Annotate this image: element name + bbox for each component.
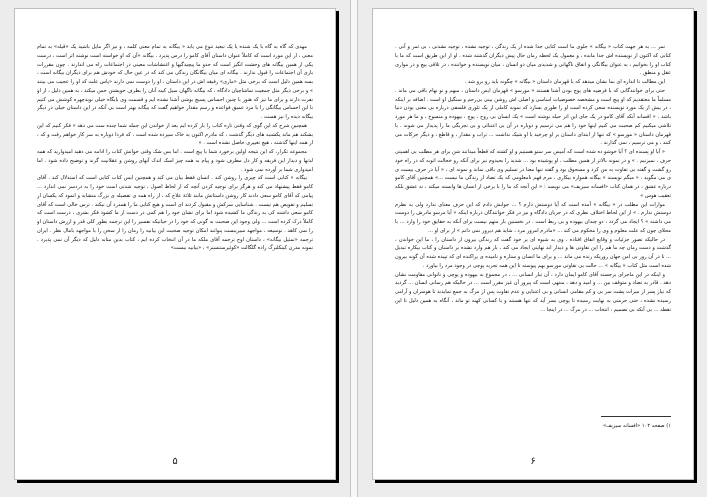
paragraph: تمر ... به هر جهت کتاب « بیگانه » جلوی ما است کتابی جدا شده از یک زندگی ، توجیه نشده ، توجیه نشدنی ، بی ثمر و آنی . کتابی که اکنون از نویسنده اش جدا مانده ، و معمول یک لحظه رمان حال پیش دیگران گذشته شده . او از این طریق است که ما با کتاب او را بخوانیم ، به عنوان بیگانگی و اتفاق ناگهانی و شدیدی میان دو انسان ، میان نویسنده و خواننده ، در تلاقی پیچ و در مواری عقل و منطق . bbox=[395, 44, 671, 77]
paragraph: بیگانه « کتابی است که چیزی را روشن کند . انسان فقط بیان می کند و همچنین ایس کتاب کتابی است که استدلال کند . آقای کامو فقط پیشنهاد می کند و هرگز برای توجیه کردن آنچه که از لحاظ اصول ، توجیه شدنی است خود را به دردسر نمی اندازد ... پیامی که آقای کامو سعی دادند کار روشن داستانش مانند ثلاثهٔ علاج که ، از راه همه ی تفصیله ی بزرگ متشابه و انمود که یکسان از تسلیم و تفویض هم نیست . شناسایی سرکش و مقبول کردند ای است و هیچ کتابی ما را همدرد آن نیکند . ترس خالی است که آقای کامو سعی داشته کی به زندگی ما کشیده شود اما برای نشان خود را هم کمی در دست از ما کشود فکر بشری ، درست است که کاملاً درک کرده است ... ولی وجود این صحبت به گونی که خود را در حیاتیکه تفسیر را این ترجمه بطور کلی قدر و ارزش داستان او را نمی کاهد . توسیعه ، مواجهد سیرینست پنوانند امکان توجیه صحبت این بیانیه را زمان را از سخن را با مواجهه بامال نظر . ایران ترجمه «تمثیل بیگانه» ، داستان اوج ترجمه آقای ملکه ما در آن انتخاب کرده ایم ، کتاب بدین مثابه دلیل که دیگر آن نمی پذیرد . نمونه مدرن کینکلبرگ زاده گلگالت «کوئیرستنستر» ، «بیانیه ببست» bbox=[37, 175, 313, 252]
paragraph: مهدی که گاه به گاه با یک شنده یا یک تبعید تنوع می یابد « بیگانه به تمام معنی کلمه ، و نیز اگر مایل باشید یک «قیله» به تمام معنی ، از این مورد است که کاملاً عنوان داستان آقای کامو را درس پذیرد . بیگانه «آن که او خواسته است نوشته اثر است ، درست یکی از همین بیگانه های وحشت انگیز است که حدو ما پیچیدگیها و اغتشاشات معینی در اجتماعات راه می اندازند . چون مقررات بازی آن اجتماعات را قبول ندارند . بیگانه ای میان بیگانگان زندگی می کند که در عین حال که خودش هم برای دیگران بیگانه است ، بسه همین دلیل است که برخی مثل «ماری» رفیقه اش در این داستان ، او را دوست نمی دارند «پاس علت که او را عجیب می بینند » و برخی دیگر مثل جمعیت تماشاچیان دادگاه ، که بیگانه ناگهان سیل کینه آنان را بطرف خویشتن حس میکند ، به همین دلیل ، از او نفرت دارند و برای ما نیز که هنوز با چنین احساس پسیچ بوشی آشنا نشده ایم و قسمت وی بایگاه خیلی نوبدچهره کوشش می کنیم تا این احساس بیگانگی را با مزد عمیق فواعده و رسم مقدار خواهیم گفت که بیگانه بهتر است بی آنکه در این داستان خیلی در دیگر بیگانه دیده را نیز هست . bbox=[37, 44, 313, 120]
paragraph: در حالیکه تصور جزئیات و وقایع اتفاق افتاده ، وی به شیوه ای بر خود گفت که زندگی بیرون از داستان را ، ما این خواندن ، گذشت و دست زمان چه ما هم را این تفاوتی ها و دیدار ابد نهایتی ایجاد می کند ، باز هم وارد نشده بر داستان و کتاب بیکاره تبدیل ... تا در آن روز بی امن جهان روزیکه زنده می ماند ... و برای ما انسان و ستاره و نامیده ی پراکنده ای که تپیده شده آن گونه بیرون شده است مثل کتاب « بیگانه » ... حالت بی تفاوتی مورسو بهم پیوسته تا این همه تجربه پوچی در وجود مرد را بیاورد . bbox=[395, 236, 671, 269]
footnote-divider bbox=[601, 416, 671, 417]
page-left bbox=[14, 8, 336, 480]
paragraph: این مطالب تا اندازه ای بما نشان میدهد که با قهرمان داستان « بیگانه » چگونه باید رو برو شد . bbox=[464, 79, 665, 85]
page-right-body bbox=[395, 43, 671, 407]
paragraph: و اینکه در این ماجرای برجسته آقای کامو ایمان دارد ، آن تبار انسانی ... ، در مجموع به بیهوده و پوچی و ناتوانی مقاومت نشان دهد . قادر به تضاد و متوقف بین ... و امید و دهد ، منتهی است که پیروز آن غیر مقرر است ... در حالیکه هم رسانی انسان ... گردید که نیاز پسر از میراث پشت سر بی و کم مقامی انسانی و بی اعتنایی و عدم تفاوت پس از مرگ به جمع نمایدند تا هوسران و آرامی رسیده نشده ، حتی حرمتی به نهایت رسیده تا پوچی بسر آید که تنها هستند و با کسانی کهنه تو ماند ، آنگاه به همین دلیل تا این نقطه ... بی آنکه بی تصمیم ، انتخاب ... در مرگ ... در اینجا ... bbox=[395, 271, 671, 313]
paragraph: مجموعه تکرار، که این نتیجه اولین برخورد شما با پیچ است . اما بس شک وقتی خوانش کتاب را ادامه می دهید امیدوارید که همه لذتها و دیدار این فریقه و کار دل مطرف شود و پیام به همه چیز اسک اندک آنهای روشن و عقلانیت گرند و توضیح داده شود . اما امیدواری شما بر آورده نمی شود . bbox=[37, 149, 313, 173]
paragraph: موارات این مطلب در « بیگانه » آمده است که آیا دوستش دارم ؟ ... جوابش دادم که این حرف معنای ندارد ولی به نظرم دوستش ندارم . » از این لحاظ اختلاف نظری که در جریان دادگاه و نیز در فکر خوانندگان درباره اینکه « آیا مرسو مادرش را دوست می داشته » ؟ ایجاد می گردد ، دو چندان بیهوده و بی ربط است . در نخستین بار متهم نیست برای آنکه به حقایق خود را وارد ... با محلای چون که علت معلوم و وی را محکوم می کند ... «مادرم امروز مرد ، شاید هم دیروز نمی دانم » از برای او ... bbox=[395, 201, 671, 234]
paragraph: حتی برای خوانندگانی که با فرضیه های پوچ بودن آشنا هستند « مورسو » قهرمان ایس داستان ، مبهم و نو نهام باقی می ماند . مسلماً ما معتقدیم که او پیچ است و مشخصه خصوصیات اساسی و اصلی اش روشن بینی بی‌رحم و سنگیل او است . اضافه بر اینکه ، در بیش از یک مورد نویسنده سعی کرده است او را طوری بسازد که نمونه کاملی از یک تئوری فلسفی درباره بی معنی بودن دنیا باشد . « افسانه آنکه آقای کامو در یک جای این اثر حیله نوشته است » یک انسان بی روح ، پوچ ، بیهوده و منسوخ ، و ما هر مورد تلاشی میکنیم کم صحبت می کنیم اینها خود را هم می ترسیم و دوباره در آن بی اعتنائی و بی تجربگی ما را پدیدار می شوند . با قهرمان داستان « مورسو » که تنها از ابتدای داستان بر او چرخید با او شیک نداشت ... تراب و مقدار ، و قاطع ، و دیگر حرکات می کنند ، و می ترسیم ، نمی گذارند . bbox=[395, 87, 671, 147]
paragraph: « آیا او پسنده ای ؟ آیا خوشو ده شده است که آمیس سر ستو هستیم و او کشته که قطعاً میدانند شن برای هر مطلب بی اهمیتی حرف ، نمیزنیم . » و در نمونه بالاتر از همین مطلب ، او پوشیده بود ... شدید را بحیدوم نیز برای آنکه رو خجالت اتوبه که در راه خود رو گشت و گفته بی تفاوت به من کرد و مسحوق بود و گفته تنها معنا در تسلیم وی باقی نماند و نمونه ای ، « آیا در حرف بیست ی ی می مگوید ، « میگم نویسند « بیگانه همواره بیکاری ، مرم فهم نامعلومی که یک تضاد از زندگی ما نیست ...» همچنین آقای کامو درباره عشق ، در همان کتاب «افسانه سیزیف» می نویسد : « این آنجه که ما را با برخی از انسان ها وابسته میکند ، نه عشق بلکه تعقیب هوس » bbox=[395, 149, 671, 199]
page-number: ۶ bbox=[530, 456, 536, 467]
page-left-body bbox=[37, 43, 313, 429]
page-gutter bbox=[350, 0, 358, 497]
page-right bbox=[372, 8, 694, 480]
footnote: ۱) صفحه ۱۰۲ «افسانه سیزیف» bbox=[603, 423, 671, 429]
paragraph: همچنین شرح که این گوی که وقتی تازه کتاب را باز کرده ایم بعد از خواندن این جمله شما چنده ست می دهد « فکر کنیم که این بشکند هم ماند یکشنبه های دیگر گذشت ، که مادرم اکنون به خاک سپرده شده است ، که فردا دوباره به سر کار خواهم رفت و که ، از همه اینها گذشته ، هیچ تغییری حاصل نشده است . » bbox=[37, 122, 313, 147]
page-number: ۵ bbox=[172, 456, 178, 467]
